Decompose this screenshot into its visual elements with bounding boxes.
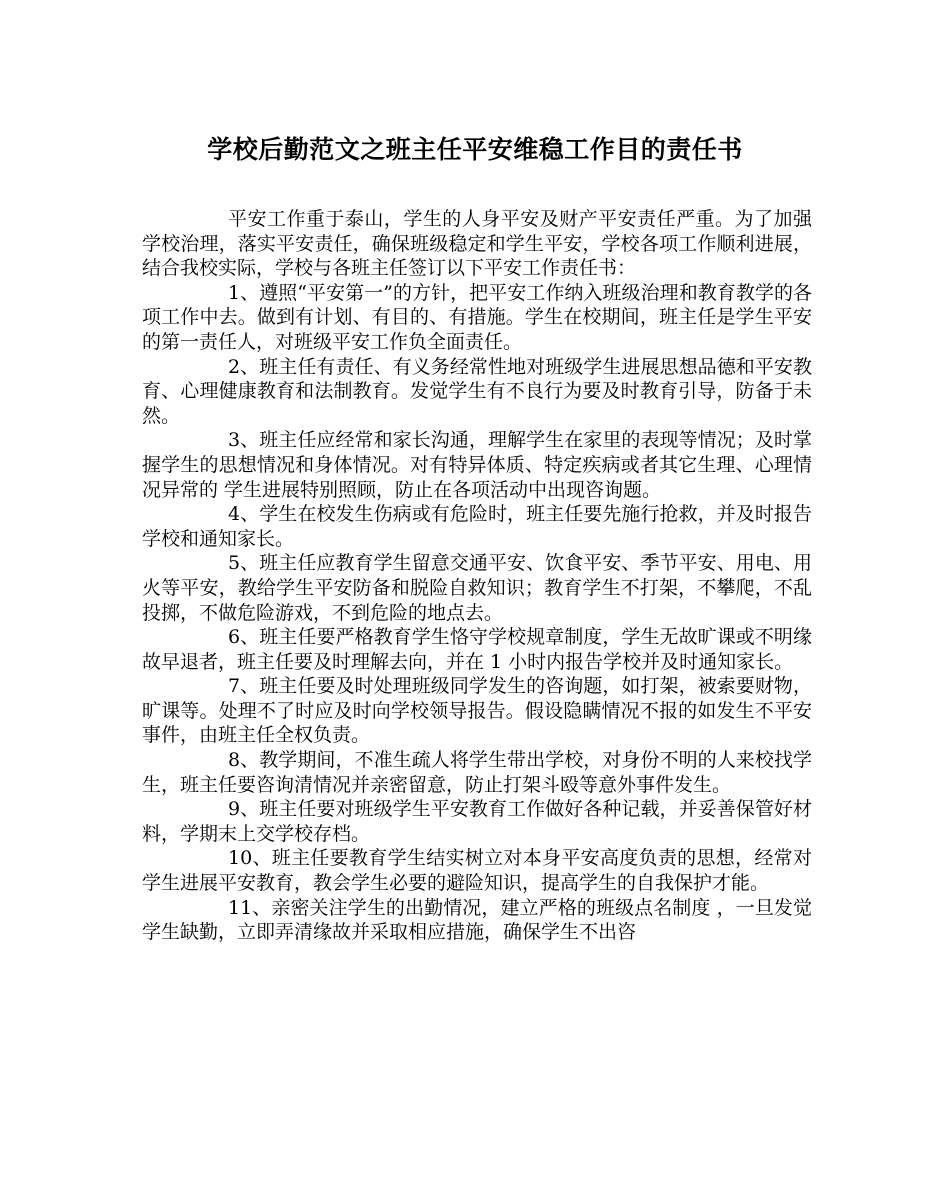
paragraph-item-9: 9、班主任要对班级学生平安教育工作做好各种记载，并妥善保管好材料，学期末上交学校存档。 (142, 798, 812, 845)
document-body (142, 207, 812, 945)
paragraph-item-4: 4、学生在校发生伤病或有危险时，班主任要先施行抢救，并及时报告学校和通知家长。 (142, 503, 812, 550)
paragraph-item-2: 2、班主任有责任、有义务经常性地对班级学生进展思想品德和平安教育、心理健康教育和法制教育。发觉学生有不良行为要及时教育引导，防备于未然。 (142, 355, 812, 427)
paragraph-item-8: 8、教学期间，不准生疏人将学生带出学校，对身份不明的人来校找学生，班主任要咨询清情况并亲密留意，防止打架斗殴等意外事件发生。 (142, 749, 812, 796)
paragraph-item-11: 11、亲密关注学生的出勤情况，建立严格的班级点名制度 ，一旦发觉学生缺勤，立即弄清缘故并采取相应措施，确保学生不出咨 (142, 896, 812, 944)
paragraph-item-10: 10、班主任要教育学生结实树立对本身平安高度负责的思想，经常对学生进展平安教育，教会学生必要的避险知识，提高学生的自我保护才能。 (142, 847, 812, 895)
document-title: 学校后勤范文之班主任平安维稳工作目的责任书 (207, 135, 743, 164)
paragraph-item-7: 7、班主任要及时处理班级同学发生的咨询题，如打架，被索要财物，旷课等。处理不了时应及时向学校领导报告。假设隐瞒情况不报的如发生不平安事件，由班主任全权负责。 (142, 675, 812, 747)
paragraph-item-5: 5、班主任应教育学生留意交通平安、饮食平安、季节平安、用电、用火等平安，教给学生平安防备和脱险自救知识；教育学生不打架，不攀爬，不乱投掷，不做危险游戏，不到危险的地点去。 (142, 552, 812, 624)
paragraph-item-3: 3、班主任应经常和家长沟通，理解学生在家里的表现等情况；及时掌握学生的思想情况和身体情况。对有特异体质、特定疾病或者其它生理、心理情况异常的 学生进展特别照顾，防止在各项活动中出现咨询题。 (142, 429, 812, 501)
paragraph-item-6: 6、班主任要严格教育学生恪守学校规章制度，学生无故旷课或不明缘故早退者，班主任要及时理解去向，并在 1 小时内报告学校并及时通知家长。 (142, 626, 812, 673)
paragraph-intro: 平安工作重于泰山，学生的人身平安及财产平安责任严重。为了加强学校治理，落实平安责任，确保班级稳定和学生平安，学校各项工作顺利进展， 结合我校实际，学校与各班主任签订以下平安工作责任书： (142, 208, 812, 280)
paragraph-item-1: 1、遵照“平安第一”的方针，把平安工作纳入班级治理和教育教学的各项工作中去。做到有计划、有目的、有措施。学生在校期间，班主任是学生平安的第一责任人，对班级平安工作负全面责任。 (142, 281, 812, 353)
